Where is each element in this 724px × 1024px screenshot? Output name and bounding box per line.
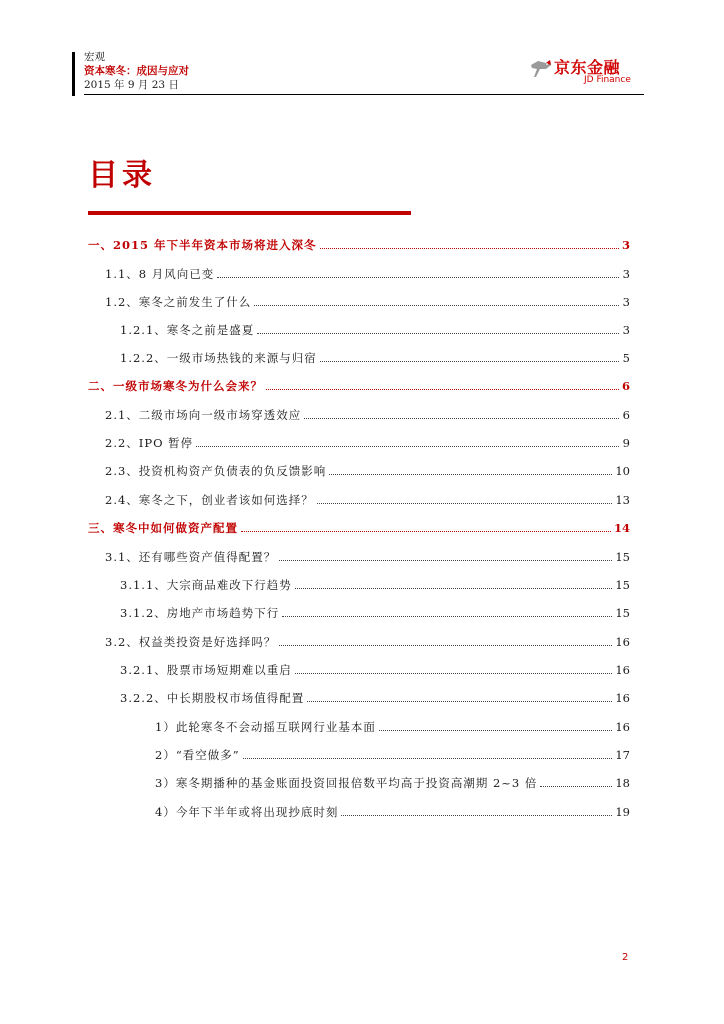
toc-entry-page: 5	[622, 351, 630, 365]
toc-leader-dots	[295, 672, 613, 674]
toc-entry[interactable]	[105, 406, 630, 422]
toc-leader-dots	[304, 417, 619, 419]
toc-entry-title: 3.2.1、股票市场短期难以重启	[120, 663, 292, 677]
report-title: 资本寒冬：成因与应对	[84, 65, 189, 77]
toc-entry-title: 4）今年下半年或将出现抄底时刻	[155, 805, 339, 819]
report-category: 宏观	[84, 51, 105, 63]
toc-entry-page: 6	[621, 379, 630, 393]
toc-leader-dots	[540, 785, 612, 787]
toc-entry[interactable]	[105, 491, 630, 507]
toc-leader-dots	[307, 700, 612, 702]
toc-entry-page: 10	[615, 464, 630, 478]
header-text	[84, 50, 189, 92]
toc-leader-dots	[196, 445, 619, 447]
toc-entry-title: 2.3、投资机构资产负债表的负反馈影响	[105, 464, 327, 478]
toc-entry-page: 3	[622, 295, 630, 309]
toc-leader-dots	[320, 247, 619, 249]
toc-entry[interactable]	[120, 689, 630, 705]
toc-entry-page: 15	[615, 606, 630, 620]
toc-entry-page: 6	[622, 408, 630, 422]
toc-entry[interactable]	[155, 718, 630, 734]
toc-entry-title: 3.2.2、中长期股权市场值得配置	[120, 691, 305, 705]
toc-entry[interactable]	[105, 633, 630, 649]
toc-entry-title: 1.1、8 月风向已变	[105, 267, 215, 281]
toc-entry-title: 1.2、寒冬之前发生了什么	[105, 295, 252, 309]
toc-entry-title: 1）此轮寒冬不会动摇互联网行业基本面	[155, 720, 376, 734]
toc-title: 目录	[88, 158, 156, 193]
toc-entry-page: 16	[615, 720, 630, 734]
toc-entry-title: 3.1、还有哪些资产值得配置？	[105, 550, 277, 564]
toc-entry-title: 二、一级市场寒冬为什么会来？	[88, 379, 263, 393]
toc-entry-page: 16	[615, 691, 630, 705]
toc-leader-dots	[241, 530, 611, 532]
toc-leader-dots	[329, 473, 612, 475]
toc-entry-title: 3.1.1、大宗商品难改下行趋势	[120, 578, 292, 592]
toc-entry[interactable]	[88, 236, 630, 252]
toc-entry-page: 19	[615, 805, 630, 819]
toc-leader-dots	[279, 559, 612, 561]
header-rule	[84, 94, 644, 95]
page-number: 2	[622, 952, 629, 963]
toc-entry[interactable]	[88, 377, 630, 393]
toc-entry[interactable]	[120, 576, 630, 592]
toc-entry-title: 2.4、寒冬之下，创业者该如何选择？	[105, 493, 314, 507]
toc-entry-title: 三、寒冬中如何做资产配置	[88, 521, 238, 535]
toc-entry[interactable]	[155, 746, 630, 762]
jd-finance-logo	[528, 55, 648, 91]
toc-entry[interactable]	[105, 434, 630, 450]
logo-chinese-text: 京东金融	[554, 58, 621, 77]
toc-entry-title: 3）寒冬期播种的基金账面投资回报倍数平均高于投资高潮期 2~3 倍	[155, 776, 538, 790]
toc-entry[interactable]	[105, 265, 630, 281]
header-bar	[72, 52, 75, 96]
toc-entry[interactable]	[120, 349, 630, 365]
toc-leader-dots	[282, 615, 612, 617]
toc-leader-dots	[295, 587, 613, 589]
toc-entry-title: 1.2.2、一级市场热钱的来源与归宿	[120, 351, 317, 365]
toc-entry-page: 3	[621, 238, 630, 252]
toc-entry-title: 1.2.1、寒冬之前是盛夏	[120, 323, 255, 337]
toc-entry-page: 18	[615, 776, 630, 790]
jd-dog-icon	[528, 57, 554, 83]
toc-leader-dots	[317, 502, 613, 504]
toc-leader-dots	[257, 332, 619, 334]
toc-entry-page: 3	[622, 267, 630, 281]
logo-english-text: JD Finance	[584, 75, 631, 85]
toc-entry-title: 2.1、二级市场向一级市场穿透效应	[105, 408, 302, 422]
toc-entry-title: 3.1.2、房地产市场趋势下行	[120, 606, 280, 620]
toc-entry[interactable]	[105, 548, 630, 564]
toc-entry-page: 15	[615, 550, 630, 564]
toc-entry-title: 2.2、IPO 暂停	[105, 436, 194, 450]
toc-entry-page: 16	[615, 635, 630, 649]
toc-entry[interactable]	[155, 774, 630, 790]
toc-entry-page: 14	[613, 521, 630, 535]
toc-entry-page: 15	[615, 578, 630, 592]
toc-leader-dots	[379, 729, 613, 731]
toc-entry-page: 16	[615, 663, 630, 677]
toc-entry[interactable]	[155, 803, 630, 819]
toc-entry[interactable]	[120, 661, 630, 677]
toc-entry-page: 13	[615, 493, 630, 507]
toc-entry-page: 9	[622, 436, 630, 450]
toc-entry[interactable]	[120, 604, 630, 620]
toc-entry-title: 3.2、权益类投资是好选择吗？	[105, 635, 277, 649]
toc-entry-page: 3	[622, 323, 630, 337]
toc-entry[interactable]	[105, 462, 630, 478]
toc-title-underline	[88, 211, 411, 215]
toc-entry[interactable]	[88, 519, 630, 535]
toc-leader-dots	[266, 388, 619, 390]
toc-leader-dots	[341, 814, 612, 816]
toc-leader-dots	[320, 360, 619, 362]
toc-leader-dots	[254, 304, 619, 306]
toc-leader-dots	[279, 644, 612, 646]
toc-entry-title: 2）“看空做多”	[155, 748, 240, 762]
toc-entry-page: 17	[615, 748, 630, 762]
report-date: 2015 年 9 月 23 日	[84, 79, 179, 91]
toc-entry[interactable]	[105, 293, 630, 309]
toc-leader-dots	[217, 276, 619, 278]
toc-leader-dots	[243, 757, 613, 759]
toc-entry[interactable]	[120, 321, 630, 337]
toc-entry-title: 一、2015 年下半年资本市场将进入深冬	[88, 238, 317, 252]
